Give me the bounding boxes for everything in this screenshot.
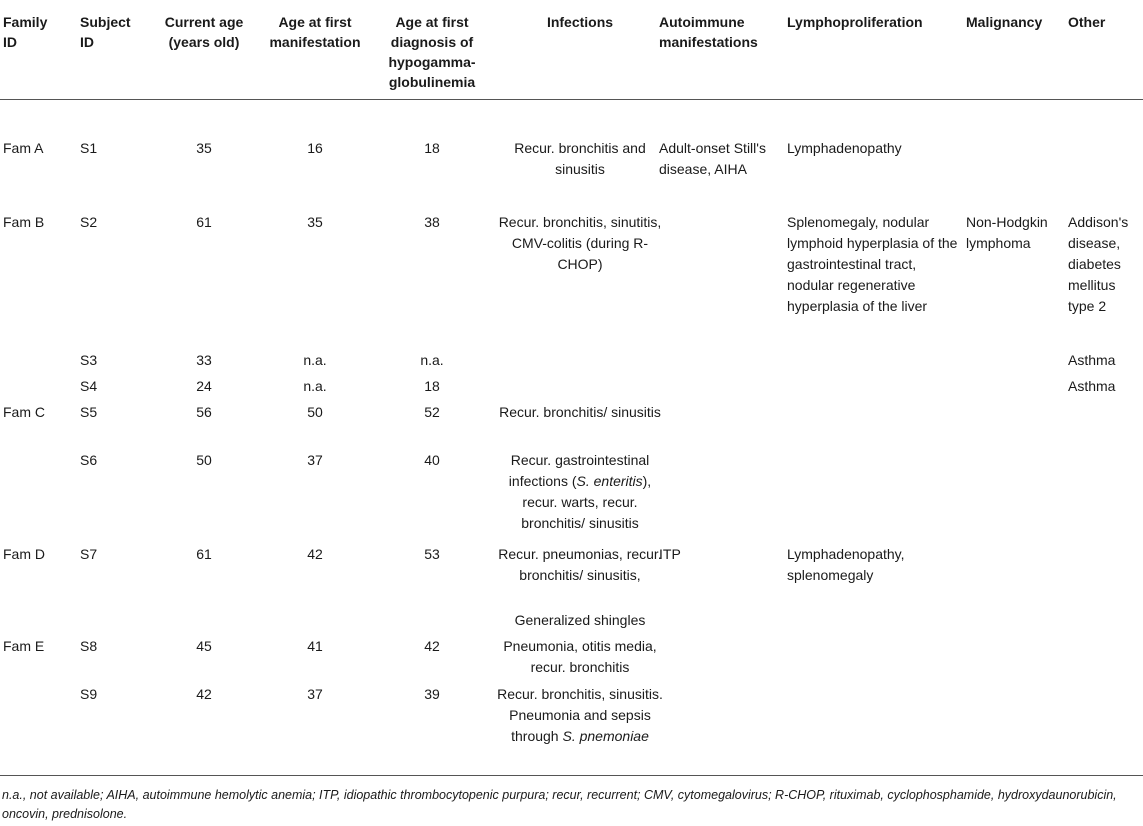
infections-text: Recur. bronchitis, sinusitis. Pneumonia and sepsis through (497, 686, 663, 744)
cell-current-age: 35 (196, 140, 212, 156)
cell-subject: S5 (80, 404, 98, 420)
header-rule (0, 99, 1143, 100)
cell-lymphoproliferation: Lymphadenopathy, splenomegaly (787, 546, 905, 583)
header-age-first-diagnosis: Age at first diagnosis of hypogamma-globulinemia (388, 14, 476, 90)
cell-subject: S2 (80, 214, 98, 230)
cell-current-age: 50 (196, 452, 212, 468)
infections-text: ), recur. warts, recur. bronchitis/ sinusitis (521, 473, 652, 531)
pathogen-name: S. enteritis (576, 473, 643, 489)
cell-age-diagnosis: n.a. (420, 352, 444, 368)
infections-text: Recur. gastrointestinal infections ( (508, 452, 650, 489)
cell-malignancy: Non-Hodgkin lymphoma (966, 214, 1048, 251)
cell-infections (491, 684, 669, 747)
cell-age-diagnosis: 38 (424, 214, 440, 230)
cell-age-first: 50 (307, 404, 323, 420)
cell-subject: S9 (80, 686, 98, 702)
cell-family: Fam A (3, 140, 44, 156)
cell-infections: Recur. pneumonias, recur. bronchitis/ sinusitis, (498, 546, 662, 583)
cell-age-diagnosis: 18 (424, 140, 440, 156)
cell-infections: Recur. bronchitis/ sinusitis (499, 404, 661, 420)
table-bottom-rule (0, 775, 1143, 776)
header-other: Other (1068, 14, 1106, 30)
cell-other: Asthma (1068, 352, 1116, 368)
cell-current-age: 61 (196, 214, 212, 230)
cell-age-first: 35 (307, 214, 323, 230)
cell-subject: S4 (80, 378, 98, 394)
cell-age-diagnosis: 40 (424, 452, 440, 468)
cell-infections-extra: Generalized shingles (514, 612, 646, 628)
cell-age-first: 16 (307, 140, 323, 156)
pathogen-name: S. pnemoniae (562, 728, 649, 744)
cell-current-age: 33 (196, 352, 212, 368)
cell-age-diagnosis: 52 (424, 404, 440, 420)
header-autoimmune: Autoimmune manifestations (659, 14, 758, 50)
cell-lymphoproliferation: Splenomegaly, nodular lymphoid hyperplasia of the gastrointestinal tract, nodular regenerative hyperplasia of the liver (787, 214, 958, 314)
cell-age-diagnosis: 39 (424, 686, 440, 702)
cell-family: Fam E (3, 638, 45, 654)
header-malignancy: Malignancy (966, 14, 1043, 30)
cell-other: Addison's disease, diabetes mellitus type 2 (1068, 214, 1129, 314)
cell-age-first: n.a. (303, 352, 327, 368)
cell-infections: Pneumonia, otitis media, recur. bronchitis (503, 638, 657, 675)
cell-subject: S7 (80, 546, 98, 562)
cell-other: Asthma (1068, 378, 1116, 394)
cell-autoimmune: Adult-onset Still's disease, AIHA (659, 140, 766, 177)
cell-age-first: 37 (307, 452, 323, 468)
cell-infections: Recur. bronchitis, sinutitis, CMV-colitis (during R-CHOP) (498, 214, 662, 272)
header-current-age: Current age (years old) (164, 14, 244, 50)
cell-autoimmune: ITP (659, 546, 681, 562)
header-infections: Infections (546, 14, 614, 30)
header-family-id: Family ID (3, 14, 48, 50)
cell-current-age: 24 (196, 378, 212, 394)
header-lymphoproliferation: Lymphoproliferation (787, 14, 923, 30)
header-subject-id: Subject ID (80, 14, 131, 50)
cell-infections: Recur. bronchitis and sinusitis (514, 140, 646, 177)
cell-family: Fam B (3, 214, 45, 230)
cell-family: Fam D (3, 546, 45, 562)
cell-subject: S1 (80, 140, 98, 156)
cell-age-diagnosis: 53 (424, 546, 440, 562)
cell-age-first: 41 (307, 638, 323, 654)
cell-current-age: 61 (196, 546, 212, 562)
cell-subject: S6 (80, 452, 98, 468)
cell-family: Fam C (3, 404, 45, 420)
cell-age-first: 42 (307, 546, 323, 562)
header-age-first-manifestation: Age at first manifestation (269, 14, 361, 50)
cell-subject: S3 (80, 352, 98, 368)
table-footnote: n.a., not available; AIHA, autoimmune hemolytic anemia; ITP, idiopathic thrombocytopenic purpura; recur, recurrent; CMV, cytomegalovirus; R-CHOP, rituximab, cyclophosphamide, hydroxydaunorubicin, oncovin, prednisolone. (2, 788, 1117, 821)
cell-current-age: 56 (196, 404, 212, 420)
cell-infections (496, 450, 664, 534)
cell-age-diagnosis: 18 (424, 378, 440, 394)
cell-lymphoproliferation: Lymphadenopathy (787, 140, 902, 156)
cell-subject: S8 (80, 638, 98, 654)
cell-age-first: n.a. (303, 378, 327, 394)
cell-current-age: 42 (196, 686, 212, 702)
cell-current-age: 45 (196, 638, 212, 654)
cell-age-diagnosis: 42 (424, 638, 440, 654)
cell-age-first: 37 (307, 686, 323, 702)
